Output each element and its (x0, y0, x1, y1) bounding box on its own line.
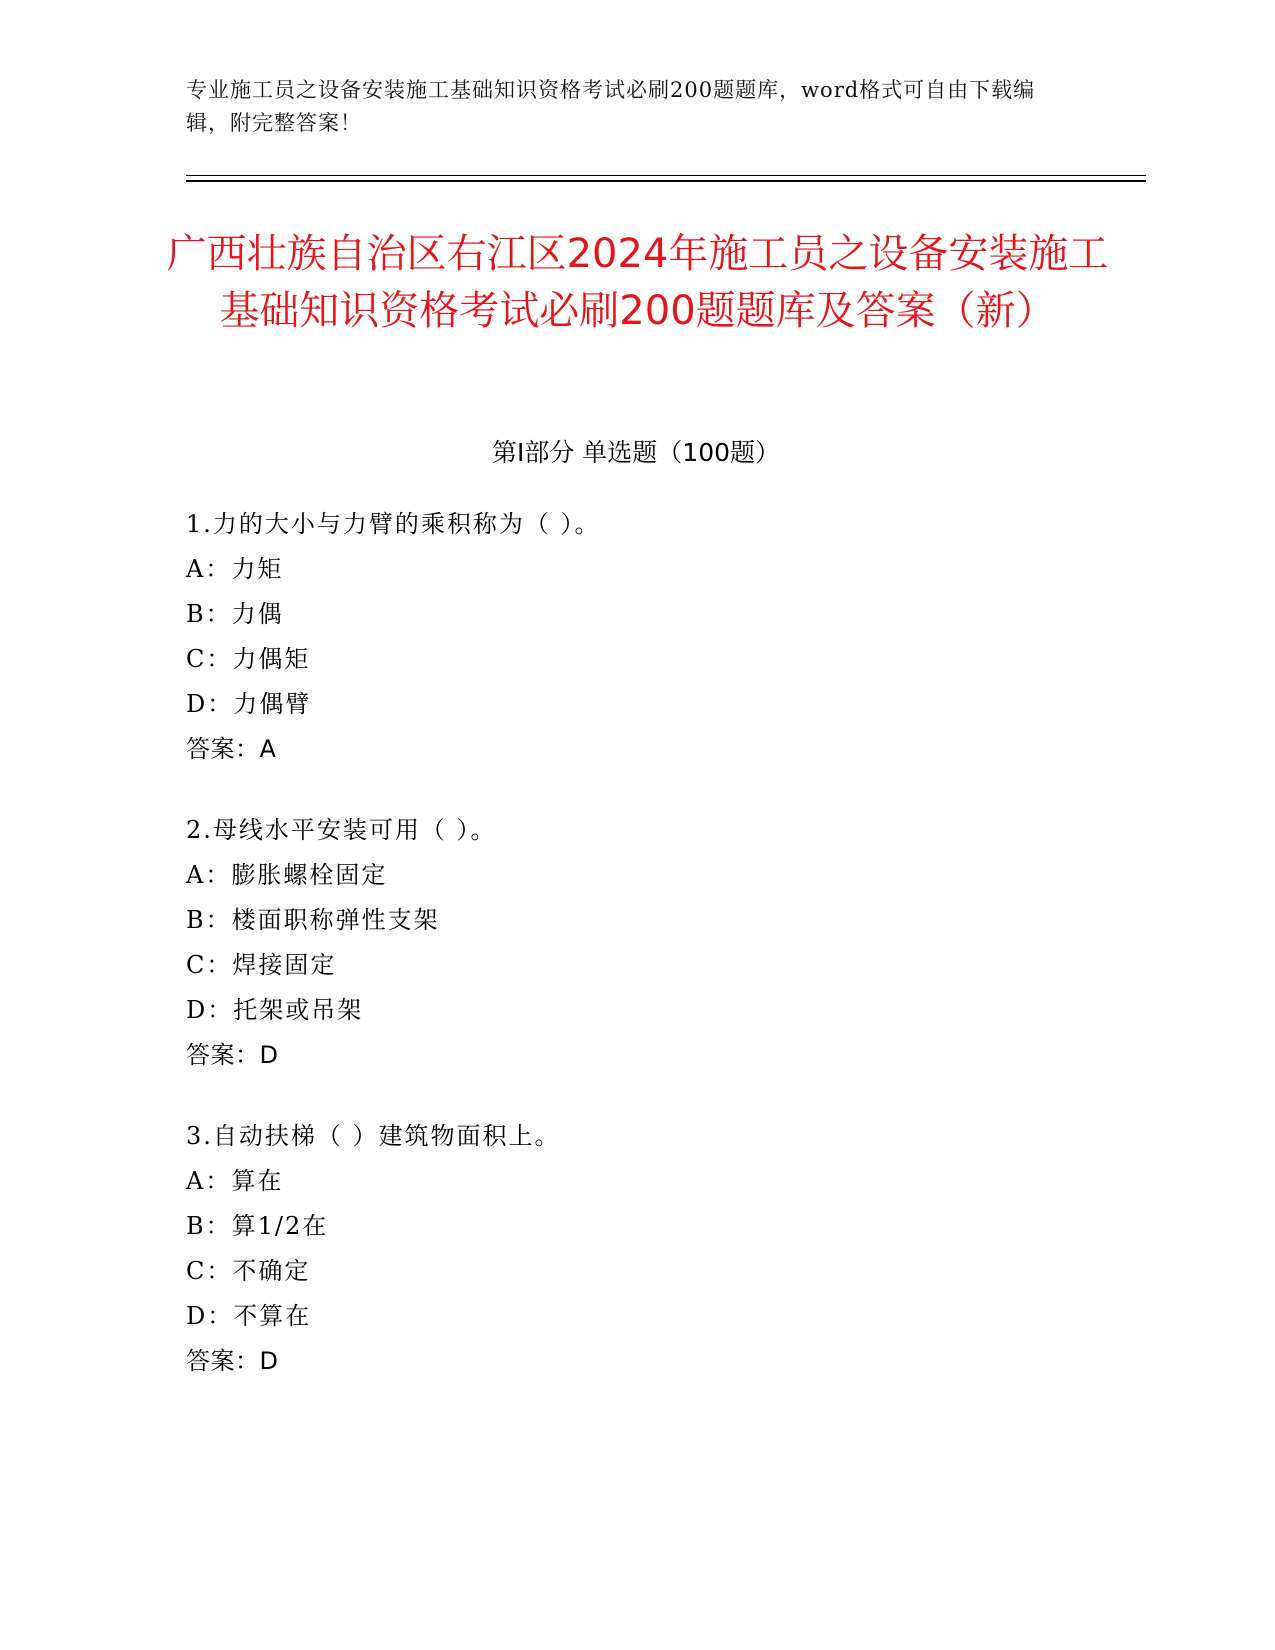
question-block-1 (186, 502, 1086, 772)
question-stem: 2.母线水平安装可用（ ）。 (186, 816, 497, 844)
header-divider-thin (186, 175, 1146, 176)
section-title: 第Ⅰ部分 单选题（100题） (491, 438, 781, 467)
header-note: 专业施工员之设备安装施工基础知识资格考试必刷200题题库，word格式可自由下载编辑，附完整答案！ (186, 78, 1036, 135)
answer-line: 答案：A (186, 735, 277, 763)
question-stem: 1.力的大小与力臂的乘积称为（ ）。 (186, 510, 601, 538)
option-a: A：算在 (186, 1167, 284, 1195)
answer-line: 答案：D (186, 1041, 279, 1069)
question-block-3 (186, 1114, 1086, 1384)
option-b: B：算1/2在 (186, 1212, 329, 1240)
option-b: B：楼面职称弹性支架 (186, 906, 440, 934)
question-block-2 (186, 808, 1086, 1078)
option-a: A：膨胀螺栓固定 (186, 861, 388, 889)
option-a: A：力矩 (186, 555, 284, 583)
option-b: B：力偶 (186, 600, 284, 628)
option-d: D：托架或吊架 (186, 996, 364, 1024)
header-divider-thick (186, 180, 1146, 182)
option-c: C：力偶矩 (186, 645, 311, 673)
option-c: C：不确定 (186, 1257, 311, 1285)
question-stem: 3.自动扶梯（ ）建筑物面积上。 (186, 1122, 561, 1150)
answer-line: 答案：D (186, 1347, 279, 1375)
option-d: D：力偶臂 (186, 690, 312, 718)
option-c: C：焊接固定 (186, 951, 337, 979)
option-d: D：不算在 (186, 1302, 312, 1330)
document-title: 广西壮族自治区右江区2024年施工员之设备安装施工基础知识资格考试必刷200题题库及答案（新） (166, 231, 1109, 334)
